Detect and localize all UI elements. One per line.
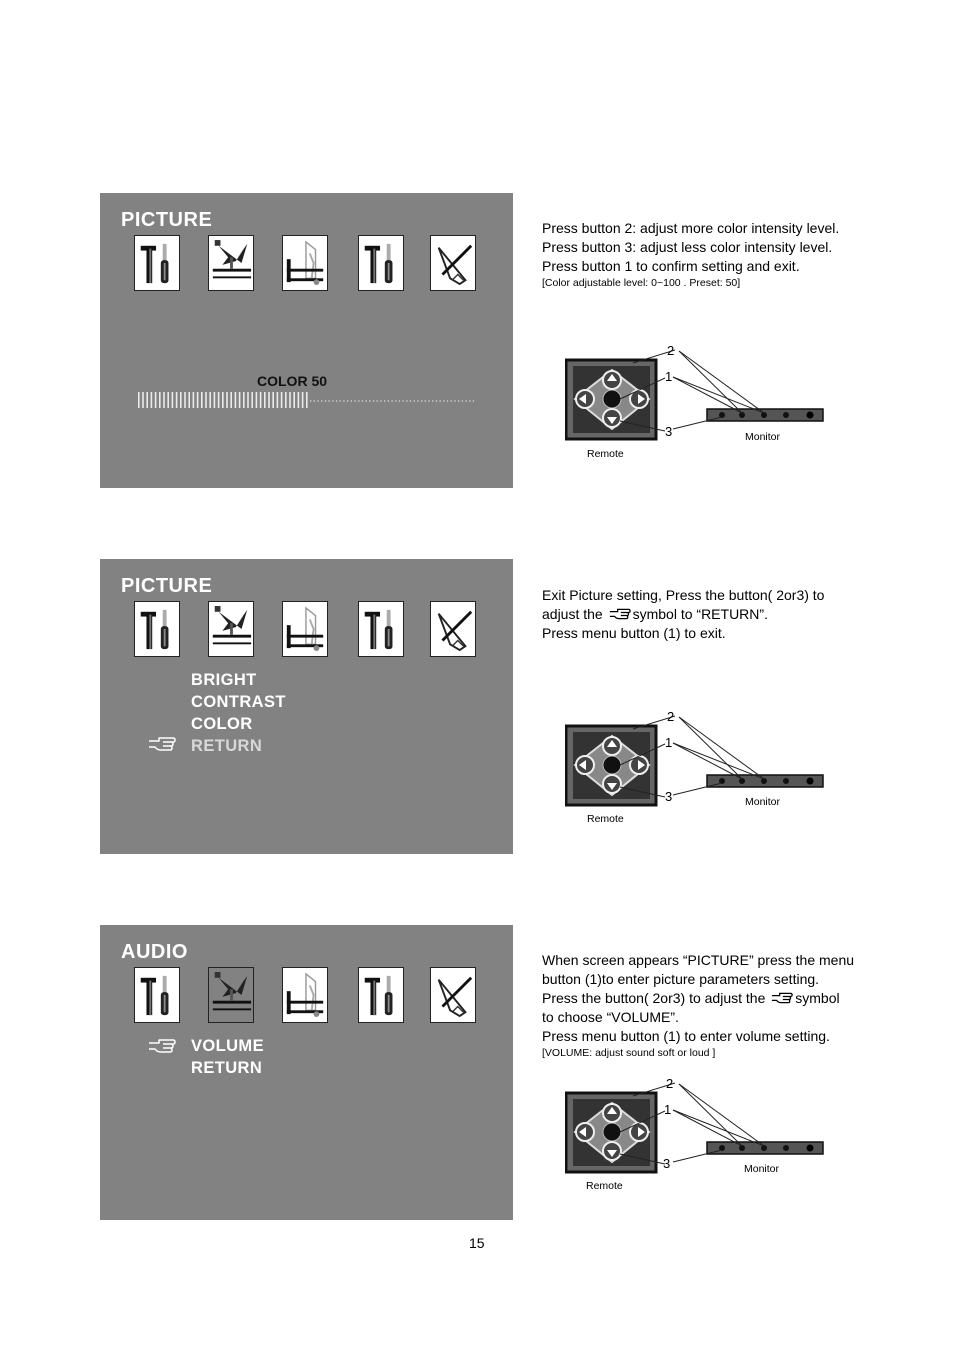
instruction-note: [Color adjustable level: 0~100 . Preset: 50]: [542, 277, 741, 289]
remote-label: Remote: [586, 1180, 623, 1192]
menu-item-volume[interactable]: VOLUME: [191, 1037, 264, 1055]
instruction-line: When screen appears “PICTURE” press the menu: [542, 952, 855, 968]
panel-title: PICTURE: [121, 575, 213, 597]
callout-label-3: 3: [663, 1156, 671, 1171]
instruction-line: Press menu button (1) to enter volume setting.: [542, 1028, 830, 1044]
instruction-line: Press menu button (1) to exit.: [542, 625, 726, 641]
hand-pointer-icon: [769, 991, 795, 1005]
remote-monitor-diagram-3: [565, 1074, 827, 1192]
remote-monitor-diagram-1: [565, 341, 827, 460]
tools-icon: [358, 601, 404, 657]
menu-item-return[interactable]: RETURN: [191, 737, 263, 755]
tools-icon: [134, 601, 180, 657]
callout-label-2: 2: [667, 709, 675, 724]
osd-panel-audio-menu: [100, 925, 513, 1220]
menu-item-color[interactable]: COLOR: [191, 715, 253, 733]
tools-icon: [134, 967, 180, 1023]
hand-pointer-icon: [147, 1037, 177, 1055]
callout-label-1: 1: [664, 1102, 672, 1117]
instruction-line: Press button 3: adjust less color intensity level.: [542, 239, 833, 255]
callout-label-2: 2: [666, 1076, 674, 1091]
osd-panel-picture-menu: [100, 559, 513, 854]
color-level-bar: [137, 391, 475, 409]
monitor-label: Monitor: [745, 431, 781, 443]
audio-menu-list: [191, 1035, 264, 1079]
satellite-icon: [430, 601, 476, 657]
remote-label: Remote: [587, 448, 624, 460]
picture-icon: [208, 601, 254, 657]
callout-label-3: 3: [665, 424, 673, 439]
instruction-block-1: [542, 219, 839, 290]
osd-panel-color: [100, 193, 513, 488]
menu-item-bright[interactable]: BRIGHT: [191, 671, 257, 689]
instruction-note: [VOLUME: adjust sound soft or loud ]: [542, 1047, 716, 1059]
satellite-icon: [430, 235, 476, 291]
monitor-label: Monitor: [745, 796, 781, 808]
callout-label-2: 2: [667, 343, 675, 358]
page-number: 15: [469, 1235, 485, 1251]
audio-icon: [282, 601, 328, 657]
remote-monitor-illustration: [565, 1074, 827, 1189]
callout-label-1: 1: [665, 369, 673, 384]
instruction-block-2: [542, 586, 824, 643]
remote-monitor-illustration: [565, 341, 827, 456]
instruction-line: Press button 1 to confirm setting and exit.: [542, 258, 800, 274]
instruction-block-3: [542, 951, 854, 1060]
hand-pointer-icon: [147, 735, 177, 753]
instruction-line: Press the button( 2or3) to adjust the symbol: [542, 990, 840, 1006]
panel-title: AUDIO: [121, 941, 188, 963]
tools-icon: [358, 967, 404, 1023]
tools-icon: [134, 235, 180, 291]
menu-item-return[interactable]: RETURN: [191, 1059, 263, 1077]
remote-monitor-diagram-2: [565, 707, 827, 825]
tools-icon: [358, 235, 404, 291]
picture-icon: [208, 967, 254, 1023]
instruction-line: adjust the symbol to “RETURN”.: [542, 606, 768, 622]
audio-icon: [282, 967, 328, 1023]
color-value-label: COLOR 50: [257, 373, 328, 389]
satellite-icon: [430, 967, 476, 1023]
hand-pointer-icon: [607, 607, 633, 621]
remote-monitor-illustration: [565, 707, 827, 822]
instruction-line: Exit Picture setting, Press the button( 2or3) to: [542, 587, 825, 603]
monitor-label: Monitor: [744, 1163, 780, 1175]
remote-label: Remote: [587, 813, 624, 825]
instruction-line: to choose “VOLUME”.: [542, 1009, 679, 1025]
callout-label-3: 3: [665, 789, 673, 804]
panel-title: PICTURE: [121, 209, 213, 231]
menu-item-contrast[interactable]: CONTRAST: [191, 693, 286, 711]
callout-label-1: 1: [665, 735, 673, 750]
picture-menu-list: [191, 669, 286, 757]
picture-icon: [208, 235, 254, 291]
instruction-line: Press button 2: adjust more color intensity level.: [542, 220, 840, 236]
audio-icon: [282, 235, 328, 291]
instruction-line: button (1)to enter picture parameters setting.: [542, 971, 820, 987]
